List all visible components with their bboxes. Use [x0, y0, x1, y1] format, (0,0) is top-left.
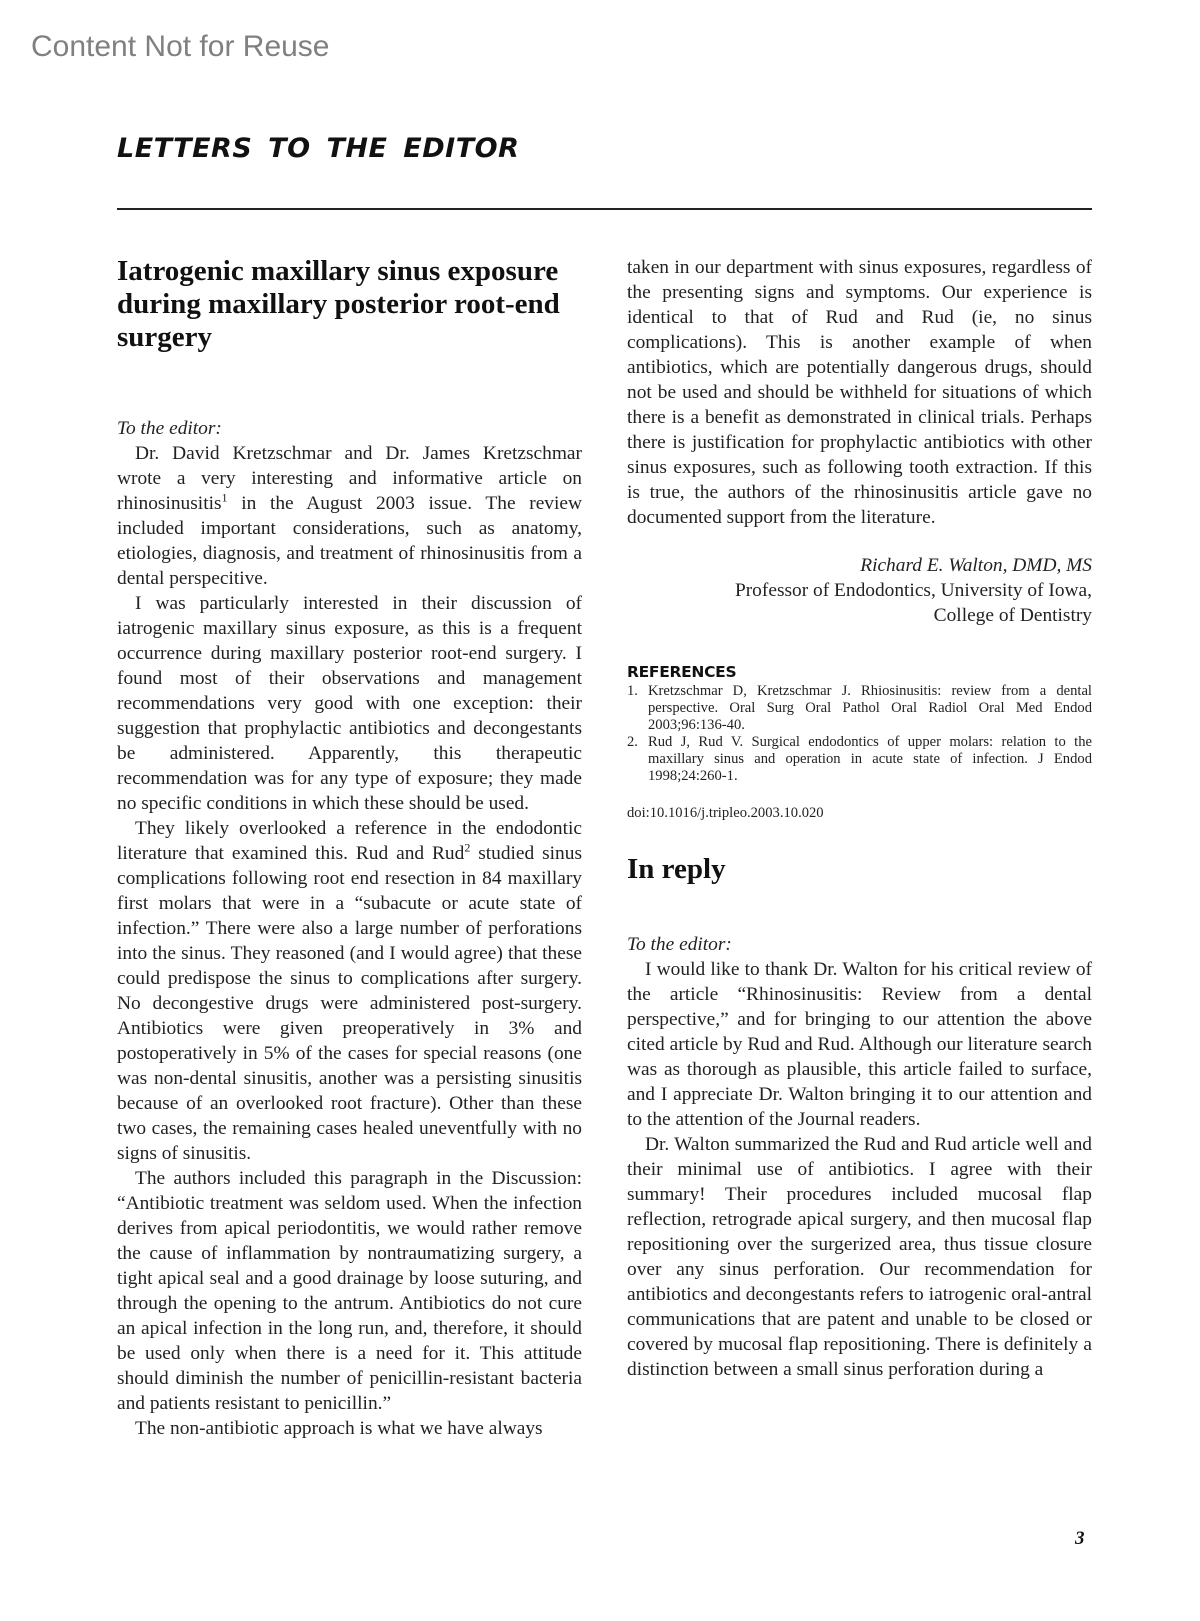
signature-name: Richard E. Walton, DMD, MS [860, 555, 1092, 576]
paragraph-text: They likely overlooked a reference in the endodontic literature that examined this. Rud and Rud [117, 818, 582, 864]
page-number: 3 [1075, 1528, 1085, 1549]
paragraph-text: Dr. David Kretzschmar and Dr. James Kretzschmar wrote a very interesting and informative article on rhinosinusitis [117, 443, 582, 514]
watermark: Content Not for Reuse [31, 30, 330, 63]
reply-paragraph: Dr. Walton summarized the Rud and Rud article well and their minimal use of antibiotics. I agree with their summary! Their procedures included mucosal flap reflection, retrograde apical surgery, and then mucosal flap repositioning over the surgerized area, thus tissue closure over any sinus perforation. Our recommendation for antibiotics and decongestants refers to iatrogenic oral-antral communications that are patent and unable to be closed or covered by mucosal flap repositioning. There is definitely a distinction between a small sinus perforation during a [627, 1134, 1092, 1380]
references-heading: REFERENCES [627, 663, 737, 681]
paragraph-text: studied sinus complications following root end resection in 84 maxillary first molars that were in a “subacute or acute state of infection.” There were also a large number of perforations into the sinus. They reasoned (and I would agree) that these could predispose the sinus to complications after surgery. No decongestive drugs were administered post-surgery. Antibiotics were given preoperatively in 3% and postoperatively in 5% of the cases for special reasons (one was non-dental sinusitis, another was a persisting sinusitis because of an overlooked root fracture). Other than these two cases, the remaining cases healed uneventfully with no signs of sinusitis. [117, 843, 582, 1164]
reference-item [627, 734, 1092, 785]
reference-number: 1. [627, 683, 638, 699]
letter-salutation: To the editor: [117, 418, 222, 439]
signature-affiliation: College of Dentistry [933, 605, 1092, 626]
section-title: LETTERS TO THE EDITOR [117, 133, 520, 164]
paragraph-text: in the August 2003 issue. The review included important considerations, such as anatomy, etiologies, diagnosis, and treatment of rhinosinusitis from a dental perspecitive. [117, 493, 582, 589]
reference-text: Kretzschmar D, Kretzschmar J. Rhiosinusitis: review from a dental perspective. Oral Surg Oral Pathol Oral Radiol Oral Med Endod 2003;96:136-40. [648, 683, 1092, 733]
citation-1: 1 [221, 490, 228, 505]
reply-salutation: To the editor: [627, 934, 732, 955]
letter-paragraph [117, 816, 582, 1166]
doi-link[interactable]: doi:10.1016/j.tripleo.2003.10.020 [627, 805, 824, 821]
article-title: Iatrogenic maxillary sinus exposure during maxillary posterior root-end surgery [117, 255, 560, 353]
reply-title: In reply [627, 853, 726, 885]
reference-item [627, 683, 1092, 734]
letter-continuation: taken in our department with sinus exposures, regardless of the presenting signs and symptoms. Our experience is identical to that of Rud and Rud (ie, no sinus complications). This is another example of when antibiotics, which are potentially dangerous drugs, should not be used and should be withheld for situations of which there is a benefit as demonstrated in clinical trials. Perhaps there is justification for prophylactic antibiotics with other sinus exposures, such as following tooth extraction. If this is true, the authors of the rhinosinusitis article gave no documented support from the literature. [627, 257, 1092, 528]
header-rule [117, 208, 1092, 210]
citation-2: 2 [464, 840, 471, 855]
reference-text: Rud J, Rud V. Surgical endodontics of upper molars: relation to the maxillary sinus and operation in acute state of infection. J Endod 1998;24:260-1. [648, 734, 1092, 784]
reference-number: 2. [627, 734, 638, 750]
signature-affiliation: Professor of Endodontics, University of Iowa, [734, 580, 1092, 601]
right-column [627, 255, 1092, 1382]
references-list [627, 683, 1092, 785]
letter-paragraph: I was particularly interested in their discussion of iatrogenic maxillary sinus exposure, as this is a frequent occurrence during maxillary posterior root-end surgery. I found most of their observations and management recommendations very good with one exception: their suggestion that prophylactic antibiotics and decongestants be administered. Apparently, this therapeutic recommendation was for any type of exposure; they made no specific conditions in which these should be used. [117, 593, 582, 814]
letter-paragraph: The authors included this paragraph in the Discussion: “Antibiotic treatment was seldom used. When the infection derives from apical periodontitis, we would rather remove the cause of inflammation by nontraumatizing surgery, a tight apical seal and a good drainage by loose suturing, and through the opening to the antrum. Antibiotics do not cure an apical infection in the long run, and, therefore, it should be used only when there is a need for it. This attitude should diminish the number of penicillin-resistant bacteria and patients resistant to penicillin.” [117, 1168, 582, 1414]
signature-block [627, 553, 1092, 628]
letter-paragraph: The non-antibiotic approach is what we have always [135, 1418, 543, 1439]
left-column [117, 255, 582, 1441]
reply-paragraph: I would like to thank Dr. Walton for his critical review of the article “Rhinosinusitis: Review from a dental perspective,” and for bringing to our attention the above cited article by Rud and Rud. Although our literature search was as thorough as plausible, this article failed to surface, and I appreciate Dr. Walton bringing it to our attention and to the attention of the Journal readers. [627, 959, 1092, 1130]
letter-paragraph [117, 441, 582, 591]
